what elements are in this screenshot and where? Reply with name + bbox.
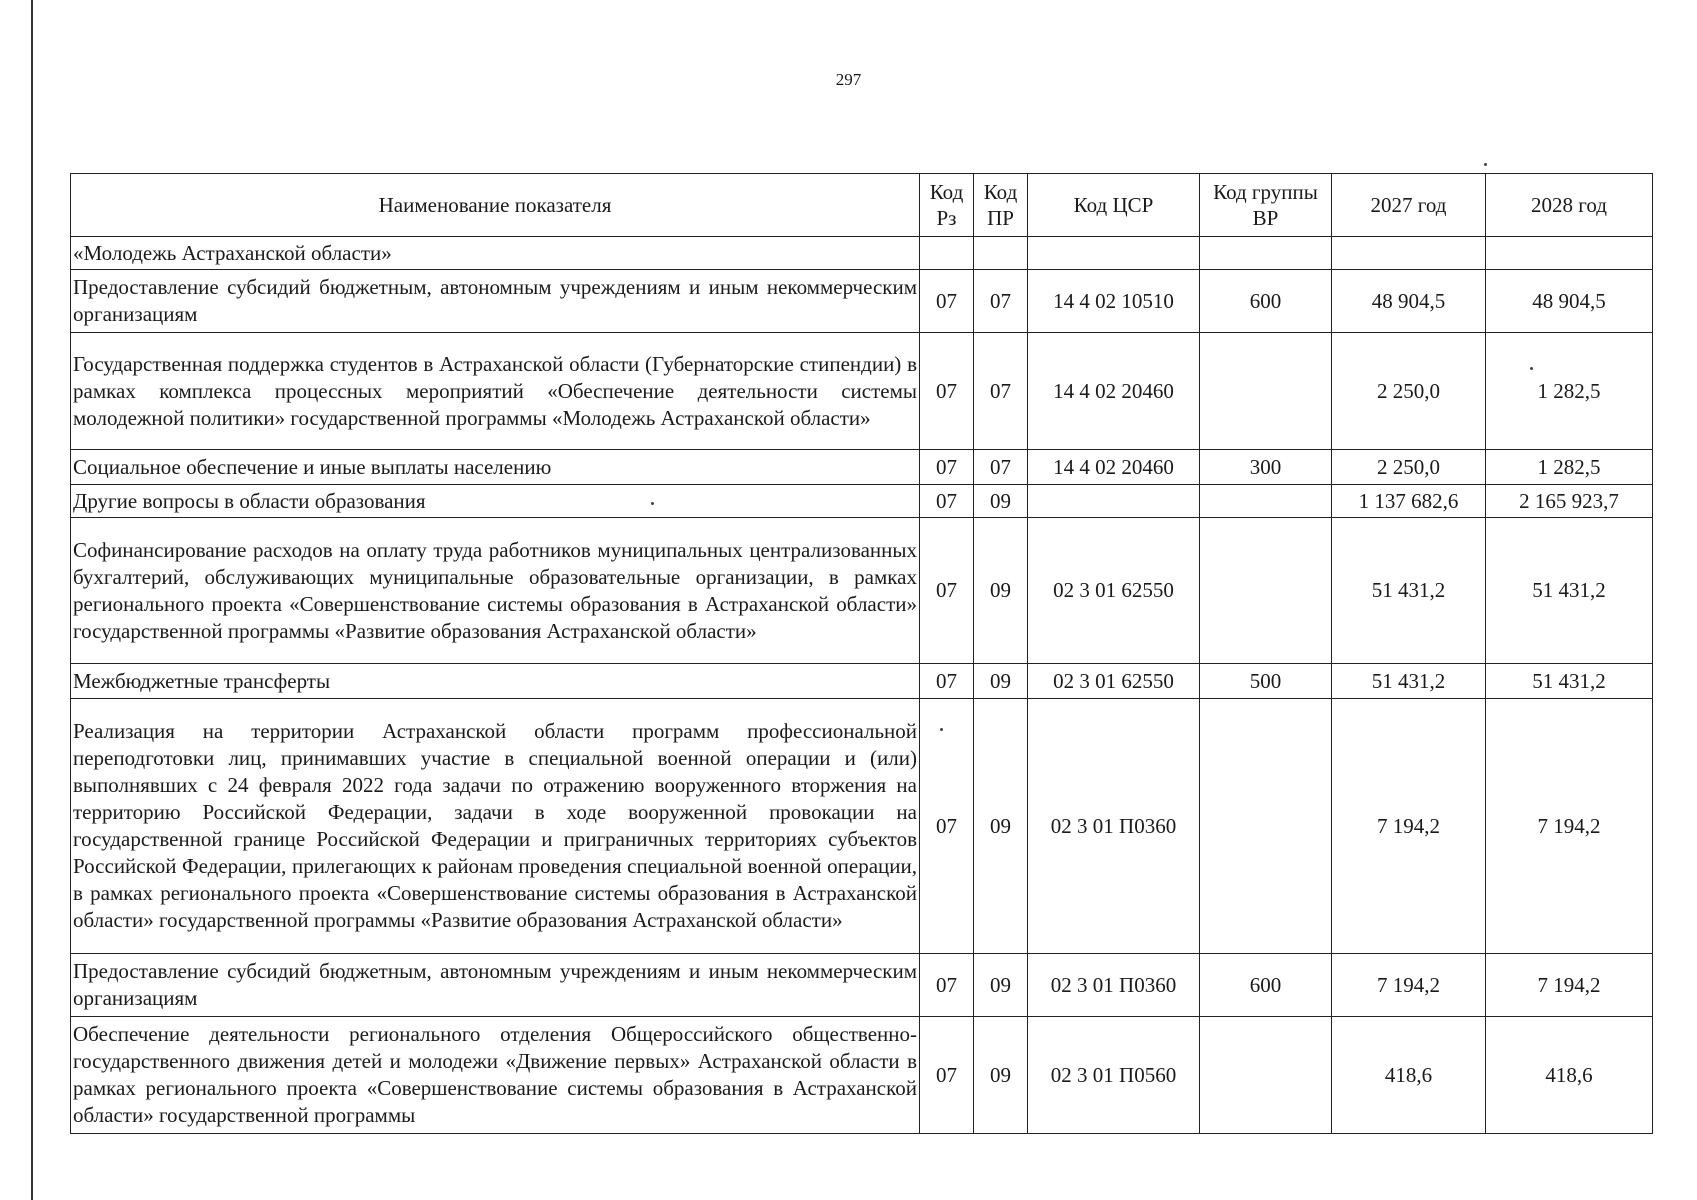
row-name: Государственная поддержка студентов в Астраханской области (Губернаторские стипендии) в рамках комплекса процессных мероприятий «Обеспечение деятельности системы молодежной политики» государственной программы «Молодежь Астраханской области» bbox=[71, 333, 920, 450]
row-name: Предоставление субсидий бюджетным, автономным учреждениям и иным некоммерческим организациям bbox=[71, 270, 920, 333]
row-pr: 09 bbox=[974, 1017, 1028, 1134]
row-name: Предоставление субсидий бюджетным, автономным учреждениям и иным некоммерческим организациям bbox=[71, 954, 920, 1017]
row-name: Межбюджетные трансферты bbox=[71, 664, 920, 699]
row-pr: 09 bbox=[974, 518, 1028, 664]
table-row bbox=[71, 699, 1653, 954]
row-2028: 2 165 923,7 bbox=[1486, 485, 1653, 518]
row-2028: 51 431,2 bbox=[1486, 518, 1653, 664]
row-vr bbox=[1200, 699, 1332, 954]
row-csr: 02 3 01 П0360 bbox=[1028, 954, 1200, 1017]
row-pr: 07 bbox=[974, 450, 1028, 485]
table-row bbox=[71, 485, 1653, 518]
row-name: Реализация на территории Астраханской области программ профессиональной переподготовки лиц, принимавших участие в специальной военной операции и (или) выполнявших с 24 февраля 2022 года задачи по отражению вооруженного вторжения на территорию Российской Федерации, задачи в ходе вооруженной провокации на государственной границе Российской Федерации и приграничных территориях субъектов Российской Федерации, прилегающих к районам проведения специальной военной операции, в рамках регионального проекта «Совершенствование системы образования в Астраханской области» государственной программы «Развитие образования Астраханской области» bbox=[71, 699, 920, 954]
row-2027: 51 431,2 bbox=[1332, 518, 1486, 664]
row-2028: 7 194,2 bbox=[1486, 954, 1653, 1017]
row-2027: 418,6 bbox=[1332, 1017, 1486, 1134]
table-row bbox=[71, 450, 1653, 485]
header-name: Наименование показателя bbox=[71, 174, 920, 237]
table-row bbox=[71, 664, 1653, 699]
row-csr: 02 3 01 62550 bbox=[1028, 664, 1200, 699]
row-pr: 07 bbox=[974, 270, 1028, 333]
header-vr: Код группы ВР bbox=[1200, 174, 1332, 237]
row-2027: 51 431,2 bbox=[1332, 664, 1486, 699]
row-pr: 09 bbox=[974, 664, 1028, 699]
row-csr: 02 3 01 П0560 bbox=[1028, 1017, 1200, 1134]
row-2027: 48 904,5 bbox=[1332, 270, 1486, 333]
row-2027: 7 194,2 bbox=[1332, 699, 1486, 954]
row-csr bbox=[1028, 237, 1200, 270]
row-2028: 1 282,5 bbox=[1486, 333, 1653, 450]
table-row bbox=[71, 270, 1653, 333]
header-csr: Код ЦСР bbox=[1028, 174, 1200, 237]
row-name: Софинансирование расходов на оплату труда работников муниципальных централизованных бухгалтерий, обслуживающих муниципальные образовательные организации, в рамках регионального проекта «Совершенствование системы образования в Астраханской области» государственной программы «Развитие образования Астраханской области» bbox=[71, 518, 920, 664]
row-csr: 14 4 02 10510 bbox=[1028, 270, 1200, 333]
row-2027 bbox=[1332, 237, 1486, 270]
row-rz: 07 bbox=[920, 270, 974, 333]
row-csr: 02 3 01 П0360 bbox=[1028, 699, 1200, 954]
row-name: Социальное обеспечение и иные выплаты населению bbox=[71, 450, 920, 485]
row-pr: 09 bbox=[974, 699, 1028, 954]
row-2028: 48 904,5 bbox=[1486, 270, 1653, 333]
row-name: «Молодежь Астраханской области» bbox=[71, 237, 920, 270]
row-pr: 09 bbox=[974, 954, 1028, 1017]
row-vr bbox=[1200, 518, 1332, 664]
header-pr: Код ПР bbox=[974, 174, 1028, 237]
row-2028: 7 194,2 bbox=[1486, 699, 1653, 954]
row-name: Обеспечение деятельности регионального отделения Общероссийского общественно-государственного движения детей и молодежи «Движение первых» Астраханской области в рамках регионального проекта «Совершенствование системы образования в Астраханской области» государственной программы bbox=[71, 1017, 920, 1134]
row-pr: 09 bbox=[974, 485, 1028, 518]
row-rz: 07 bbox=[920, 485, 974, 518]
row-rz: 07 bbox=[920, 333, 974, 450]
table-row bbox=[71, 954, 1653, 1017]
row-vr bbox=[1200, 485, 1332, 518]
row-csr: 02 3 01 62550 bbox=[1028, 518, 1200, 664]
row-vr bbox=[1200, 237, 1332, 270]
table-row bbox=[71, 237, 1653, 270]
row-csr bbox=[1028, 485, 1200, 518]
row-vr bbox=[1200, 1017, 1332, 1134]
row-csr: 14 4 02 20460 bbox=[1028, 333, 1200, 450]
row-pr: 07 bbox=[974, 333, 1028, 450]
row-2027: 2 250,0 bbox=[1332, 450, 1486, 485]
row-rz: 07 bbox=[920, 954, 974, 1017]
row-rz: 07 bbox=[920, 664, 974, 699]
row-rz: 07 bbox=[920, 1017, 974, 1134]
row-2028 bbox=[1486, 237, 1653, 270]
page-number: 297 bbox=[835, 70, 862, 89]
row-2028: 1 282,5 bbox=[1486, 450, 1653, 485]
table-row bbox=[71, 1017, 1653, 1134]
row-name: Другие вопросы в области образования bbox=[71, 485, 920, 518]
row-2027: 2 250,0 bbox=[1332, 333, 1486, 450]
row-vr: 600 bbox=[1200, 954, 1332, 1017]
scan-speck bbox=[1484, 163, 1487, 166]
row-2027: 7 194,2 bbox=[1332, 954, 1486, 1017]
row-vr bbox=[1200, 333, 1332, 450]
row-rz: 07 bbox=[920, 699, 974, 954]
row-vr: 300 bbox=[1200, 450, 1332, 485]
row-vr: 600 bbox=[1200, 270, 1332, 333]
row-2028: 418,6 bbox=[1486, 1017, 1653, 1134]
header-2028: 2028 год bbox=[1486, 174, 1653, 237]
header-rz: Код Рз bbox=[920, 174, 974, 237]
row-rz: 07 bbox=[920, 518, 974, 664]
row-rz bbox=[920, 237, 974, 270]
row-2028: 51 431,2 bbox=[1486, 664, 1653, 699]
row-vr: 500 bbox=[1200, 664, 1332, 699]
row-pr bbox=[974, 237, 1028, 270]
table-row bbox=[71, 518, 1653, 664]
header-2027: 2027 год bbox=[1332, 174, 1486, 237]
row-2027: 1 137 682,6 bbox=[1332, 485, 1486, 518]
page-edge-line bbox=[31, 0, 33, 1200]
row-csr: 14 4 02 20460 bbox=[1028, 450, 1200, 485]
budget-table bbox=[70, 173, 1653, 1134]
row-rz: 07 bbox=[920, 450, 974, 485]
table-header-row bbox=[71, 174, 1653, 237]
table-row bbox=[71, 333, 1653, 450]
